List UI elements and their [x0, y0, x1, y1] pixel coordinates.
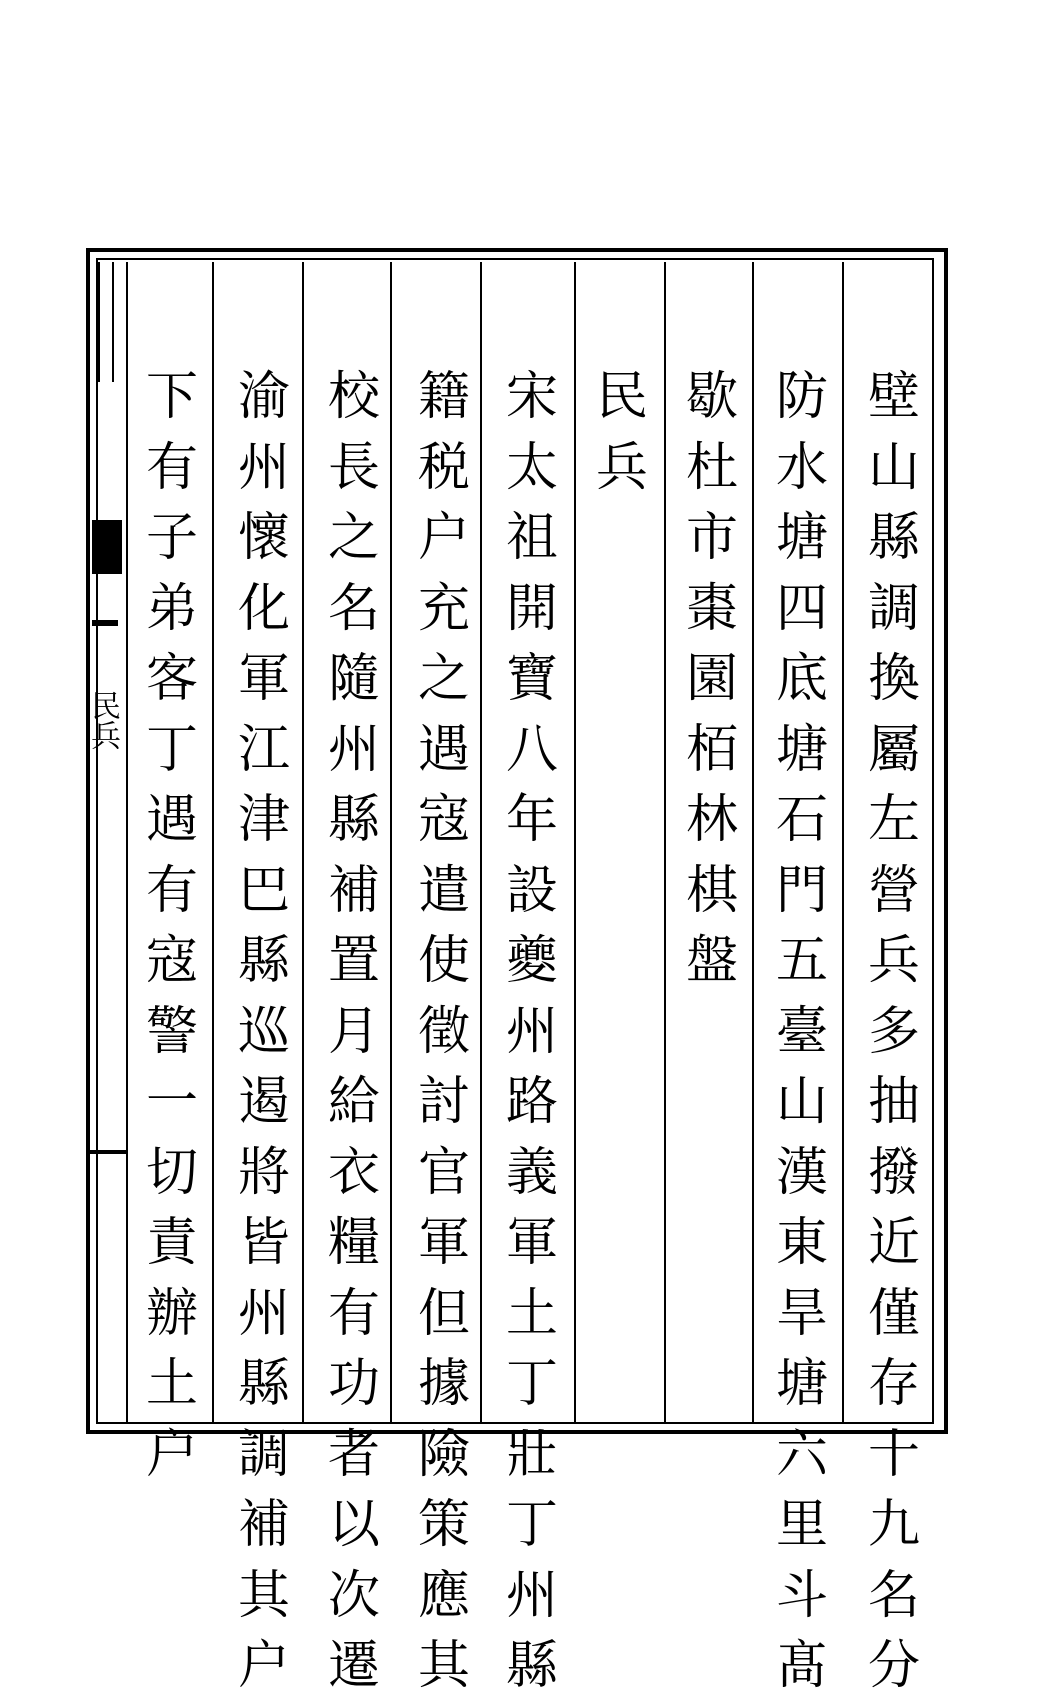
glyph: 塘 [775, 508, 828, 568]
glyph: 次 [327, 1565, 380, 1626]
glyph: 遣 [417, 860, 470, 921]
glyph: 臺 [775, 1001, 828, 1062]
column-rule [126, 262, 128, 1422]
glyph: 客 [145, 649, 198, 709]
glyph: 宋 [505, 367, 558, 427]
glyph: 月 [327, 1001, 380, 1062]
text-column [142, 362, 202, 1490]
glyph: 左 [867, 790, 920, 850]
glyph: 丁 [505, 1354, 558, 1414]
glyph: 棗 [685, 578, 738, 639]
glyph: 義 [505, 1142, 558, 1203]
glyph: 之 [417, 649, 470, 709]
glyph: 之 [327, 508, 380, 568]
text-column [864, 362, 924, 1702]
glyph: 屬 [867, 719, 920, 780]
glyph: 歇 [685, 367, 738, 427]
spine-line [112, 262, 114, 382]
glyph: 州 [327, 719, 380, 780]
glyph: 功 [327, 1354, 380, 1414]
glyph: 祖 [505, 508, 558, 568]
glyph: 四 [775, 578, 828, 639]
glyph: 州 [505, 1565, 558, 1626]
glyph: 其 [237, 1565, 290, 1626]
glyph: 校 [327, 367, 380, 427]
glyph: 分 [867, 1636, 920, 1696]
glyph: 土 [505, 1283, 558, 1344]
glyph: 子 [145, 508, 198, 568]
glyph: 寇 [417, 790, 470, 850]
glyph: 有 [327, 1283, 380, 1344]
text-column [414, 362, 474, 1702]
spine-line [98, 262, 100, 382]
glyph: 丁 [505, 1495, 558, 1555]
text-column [682, 362, 742, 997]
column-rule [664, 262, 666, 1422]
glyph: 縣 [237, 931, 290, 991]
glyph: 多 [867, 1001, 920, 1062]
glyph: 遇 [417, 719, 470, 780]
glyph: 官 [417, 1142, 470, 1203]
glyph: 夔 [505, 931, 558, 991]
glyph: 開 [505, 578, 558, 639]
glyph: 名 [867, 1565, 920, 1626]
glyph: 杜 [685, 437, 738, 498]
glyph: 化 [237, 578, 290, 639]
glyph: 石 [775, 790, 828, 850]
glyph: 設 [505, 860, 558, 921]
glyph: 丁 [145, 719, 198, 780]
glyph: 警 [145, 1001, 198, 1062]
glyph: 撥 [867, 1142, 920, 1203]
glyph: 弟 [145, 578, 198, 639]
glyph: 遷 [327, 1636, 380, 1696]
glyph: 户 [145, 1424, 198, 1485]
fish-tail-mark [92, 520, 122, 574]
glyph: 者 [327, 1424, 380, 1485]
glyph: 塘 [775, 1354, 828, 1414]
text-column [502, 362, 562, 1702]
glyph: 户 [417, 508, 470, 568]
glyph: 策 [417, 1495, 470, 1555]
glyph: 旱 [775, 1283, 828, 1344]
glyph: 存 [867, 1354, 920, 1414]
glyph: 名 [327, 578, 380, 639]
glyph: 門 [775, 860, 828, 921]
glyph: 斗 [775, 1565, 828, 1626]
glyph: 里 [775, 1495, 828, 1555]
glyph: 州 [237, 1283, 290, 1344]
glyph: 隨 [327, 649, 380, 709]
glyph: 但 [417, 1283, 470, 1344]
glyph: 遏 [237, 1072, 290, 1132]
glyph: 渝 [237, 367, 290, 427]
glyph: 巴 [237, 860, 290, 921]
glyph: 險 [417, 1424, 470, 1485]
column-rule [574, 262, 576, 1422]
glyph: 據 [417, 1354, 470, 1414]
glyph: 補 [327, 860, 380, 921]
glyph: 兵 [867, 931, 920, 991]
glyph: 縣 [867, 508, 920, 568]
glyph: 土 [145, 1354, 198, 1414]
glyph: 僅 [867, 1283, 920, 1344]
column-rule [302, 262, 304, 1422]
glyph: 籍 [417, 367, 470, 427]
column-rule [752, 262, 754, 1422]
glyph: 抽 [867, 1072, 920, 1132]
glyph: 軍 [237, 649, 290, 709]
glyph: 林 [685, 790, 738, 850]
glyph: 江 [237, 719, 290, 780]
glyph: 遇 [145, 790, 198, 850]
glyph: 調 [237, 1424, 290, 1485]
glyph: 衣 [327, 1142, 380, 1203]
glyph: 户 [237, 1636, 290, 1696]
glyph: 塘 [775, 719, 828, 780]
glyph: 八 [505, 719, 558, 780]
text-column [592, 362, 652, 503]
glyph: 栢 [685, 719, 738, 780]
glyph: 路 [505, 1072, 558, 1132]
glyph: 懷 [237, 508, 290, 568]
glyph: 園 [685, 649, 738, 709]
glyph: 補 [237, 1495, 290, 1555]
glyph: 盤 [685, 931, 738, 991]
text-column [234, 362, 294, 1702]
glyph: 寶 [505, 649, 558, 709]
glyph: 切 [145, 1142, 198, 1203]
glyph: 皆 [237, 1213, 290, 1273]
glyph: 縣 [505, 1636, 558, 1696]
glyph: 近 [867, 1213, 920, 1273]
column-rule [212, 262, 214, 1422]
glyph: 一 [145, 1072, 198, 1132]
glyph: 東 [775, 1213, 828, 1273]
glyph: 充 [417, 578, 470, 639]
glyph: 辦 [145, 1283, 198, 1344]
fish-tail-mark [92, 620, 118, 626]
glyph: 置 [327, 931, 380, 991]
glyph: 軍 [417, 1213, 470, 1273]
glyph: 太 [505, 437, 558, 498]
glyph: 其 [417, 1636, 470, 1696]
glyph: 軍 [505, 1213, 558, 1273]
glyph: 責 [145, 1213, 198, 1273]
glyph: 税 [417, 437, 470, 498]
page-number-mark [86, 1150, 126, 1154]
glyph: 長 [327, 437, 380, 498]
glyph: 下 [145, 367, 198, 427]
glyph: 營 [867, 860, 920, 921]
glyph: 巡 [237, 1001, 290, 1062]
glyph: 縣 [237, 1354, 290, 1414]
glyph: 使 [417, 931, 470, 991]
glyph: 山 [867, 437, 920, 498]
glyph: 糧 [327, 1213, 380, 1273]
glyph: 州 [237, 437, 290, 498]
glyph: 兵 [595, 437, 648, 498]
glyph: 有 [145, 860, 198, 921]
glyph: 棋 [685, 860, 738, 921]
glyph: 縣 [327, 790, 380, 850]
glyph: 將 [237, 1142, 290, 1203]
glyph: 壁 [867, 367, 920, 427]
glyph: 有 [145, 437, 198, 498]
glyph: 水 [775, 437, 828, 498]
glyph: 九 [867, 1495, 920, 1555]
glyph: 換 [867, 649, 920, 709]
glyph: 寇 [145, 931, 198, 991]
glyph: 年 [505, 790, 558, 850]
glyph: 防 [775, 367, 828, 427]
column-rule [390, 262, 392, 1422]
glyph: 給 [327, 1072, 380, 1132]
glyph: 調 [867, 578, 920, 639]
glyph: 漢 [775, 1142, 828, 1203]
text-column [324, 362, 384, 1702]
section-label: 民兵 [85, 690, 120, 750]
glyph: 州 [505, 1001, 558, 1062]
column-rule [480, 262, 482, 1422]
glyph: 壯 [505, 1424, 558, 1485]
glyph: 市 [685, 508, 738, 568]
column-rule [842, 262, 844, 1422]
glyph: 六 [775, 1424, 828, 1485]
glyph: 津 [237, 790, 290, 850]
glyph: 山 [775, 1072, 828, 1132]
glyph: 徵 [417, 1001, 470, 1062]
glyph: 應 [417, 1565, 470, 1626]
glyph: 底 [775, 649, 828, 709]
glyph: 五 [775, 931, 828, 991]
text-column [772, 362, 832, 1702]
glyph: 以 [327, 1495, 380, 1555]
glyph: 髙 [775, 1636, 828, 1696]
glyph: 十 [867, 1424, 920, 1485]
glyph: 討 [417, 1072, 470, 1132]
glyph: 民 [595, 367, 648, 427]
